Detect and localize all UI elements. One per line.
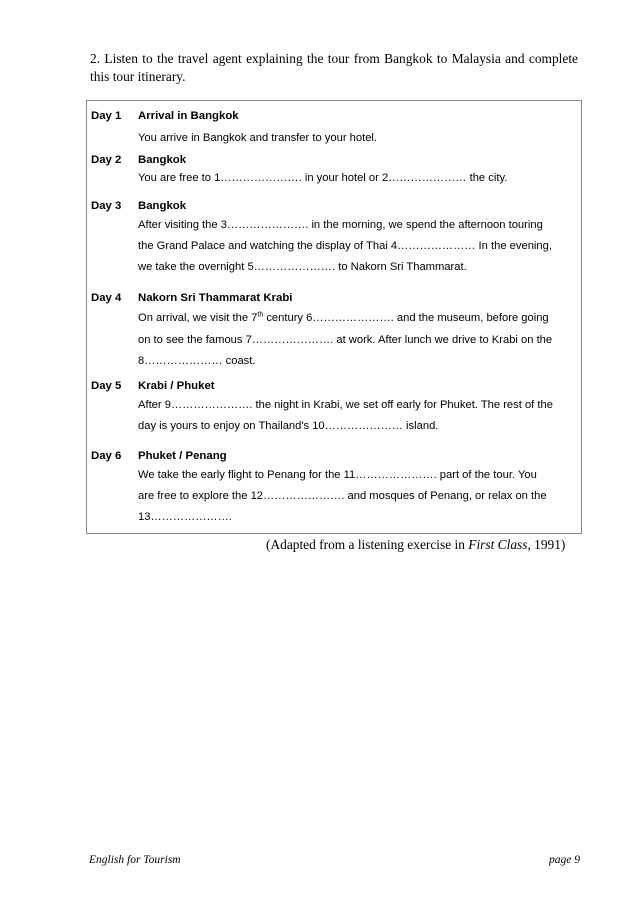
day-text-line: on to see the famous 7…………………. at work. After lunch we drive to Krabi on the [138, 334, 553, 346]
day-title: Phuket / Penang [138, 450, 227, 462]
day-text-line: After 9…………………. the night in Krabi, we set off early for Phuket. The rest of the [138, 399, 553, 411]
day-text-line: We take the early flight to Penang for the 11…………………. part of the tour. You [138, 469, 537, 481]
day-text-line: 8………………… coast. [138, 355, 256, 367]
day-title: Bangkok [138, 200, 187, 212]
day-text-line: After visiting the 3…………………. in the morning, we spend the afternoon touring [138, 219, 543, 231]
day-title: Krabi / Phuket [138, 380, 215, 392]
superscript-ordinal: th [257, 311, 264, 319]
line-text: On arrival, we visit the 7 [138, 312, 258, 324]
day-text-line: You are free to 1…………………. in your hotel or 2………………… the city. [138, 172, 508, 184]
day-text-line: 13…………………. [138, 511, 232, 523]
day-label: Day 1 [91, 110, 122, 122]
day-label: Day 4 [91, 292, 122, 304]
day-label: Day 6 [91, 450, 122, 462]
day-text-line [138, 311, 549, 325]
day-label: Day 3 [91, 200, 122, 212]
footer-book-title: English for Tourism [89, 854, 181, 866]
day-text-line: day is yours to enjoy on Thailand's 10………………… island. [138, 420, 439, 432]
day-text-line: we take the overnight 5…………………. to Nakorn Sri Thammarat. [138, 261, 467, 273]
citation-suffix: , 1991) [527, 537, 566, 552]
citation-book-title: First Class [468, 537, 528, 552]
day-text-line: the Grand Palace and watching the display of Thai 4………………… In the evening, [138, 240, 552, 252]
exercise-instruction: 2. Listen to the travel agent explaining the tour from Bangkok to Malaysia and complete this tour itinerary. [90, 51, 578, 84]
itinerary-table [86, 100, 582, 534]
source-citation [266, 537, 565, 553]
day-label: Day 2 [91, 154, 122, 166]
day-text-line: are free to explore the 12…………………. and mosques of Penang, or relax on the [138, 490, 547, 502]
day-title: Arrival in Bangkok [138, 110, 239, 122]
line-text: century 6…………………. and the museum, before going [263, 312, 549, 324]
footer-page-number: page 9 [549, 854, 580, 866]
day-title: Bangkok [138, 154, 187, 166]
citation-prefix: (Adapted from a listening exercise in [266, 537, 469, 552]
day-text-line: You arrive in Bangkok and transfer to your hotel. [138, 132, 378, 144]
day-title: Nakorn Sri Thammarat Krabi [138, 292, 293, 304]
day-label: Day 5 [91, 380, 122, 392]
